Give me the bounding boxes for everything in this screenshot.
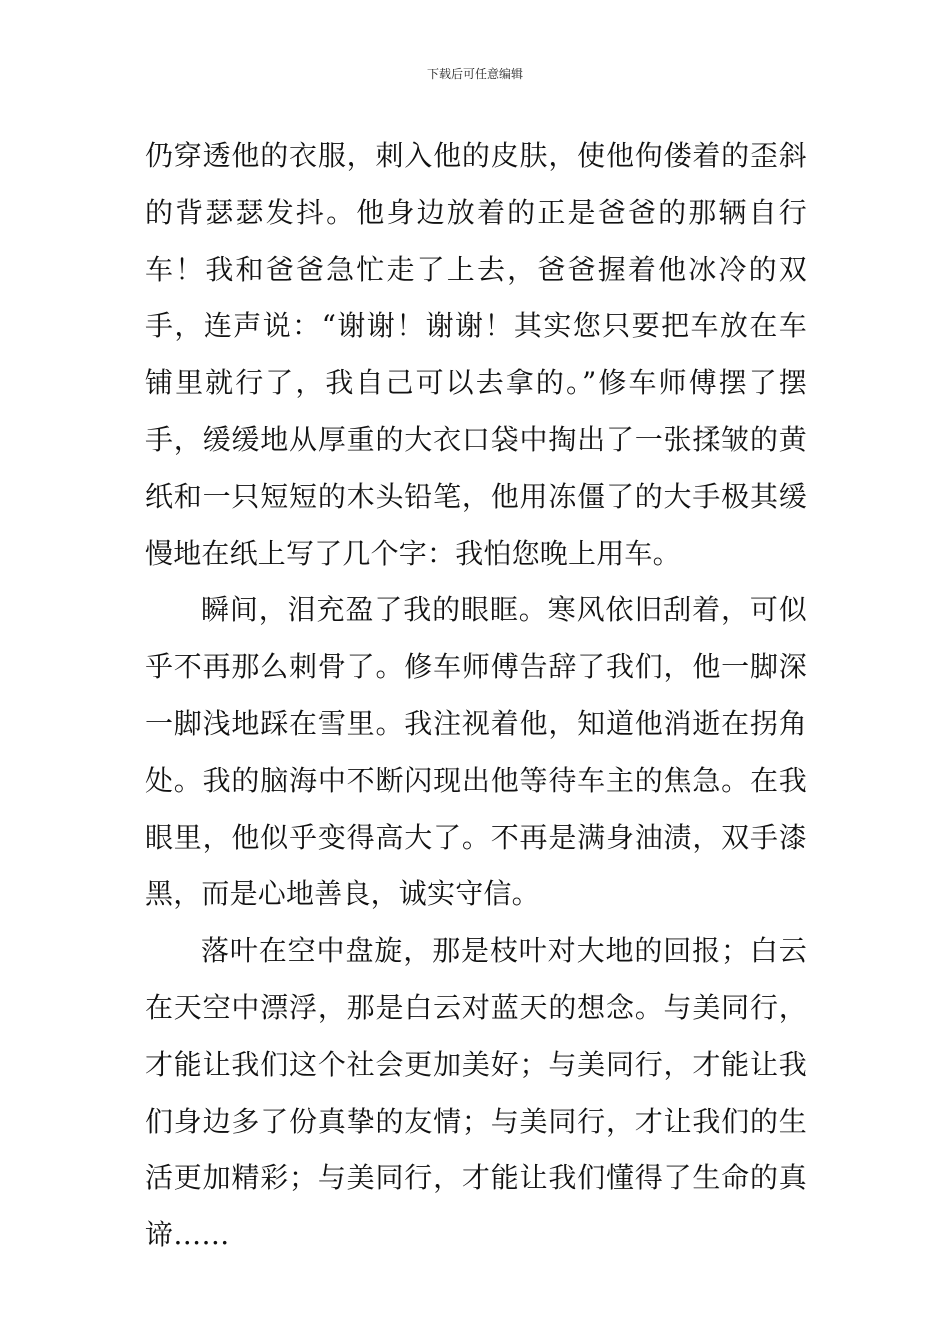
paragraph-moment: 瞬间，泪充盈了我的眼眶。寒风依旧刮着，可似乎不再那么刺骨了。修车师傅告辞了我们，他一脚深一脚浅地踩在雪里。我注视着他，知道他消逝在拐角处。我的脑海中不断闪现出他等待车主的焦急。在我眼里，他似乎变得高大了。不再是满身油渍，双手漆黑，而是心地善良，诚实守信。 bbox=[145, 593, 807, 911]
paragraph-conclusion: 落叶在空中盘旋，那是枝叶对大地的回报；白云在天空中漂浮，那是白云对蓝天的想念。与美同行，才能让我们这个社会更加美好；与美同行，才能让我们身边多了份真挚的友情；与美同行，才让我们的生活更加精彩；与美同行，才能让我们懂得了生命的真谛…… bbox=[145, 934, 807, 1252]
paragraph-continuation: 仍穿透他的衣服，刺入他的皮肤，使他佝偻着的歪斜的背瑟瑟发抖。他身边放着的正是爸爸的那辆自行车！我和爸爸急忙走了上去，爸爸握着他冰冷的双手，连声说：“谢谢！谢谢！其实您只要把车放在车铺里就行了，我自己可以去拿的。”修车师傅摆了摆手，缓缓地从厚重的大衣口袋中掏出了一张揉皱的黄纸和一只短短的木头铅笔，他用冻僵了的大手极其缓慢地在纸上写了几个字：我怕您晚上用车。 bbox=[145, 139, 807, 570]
body-text bbox=[145, 128, 807, 1264]
page-header: 下载后可任意编辑 bbox=[426, 67, 523, 81]
